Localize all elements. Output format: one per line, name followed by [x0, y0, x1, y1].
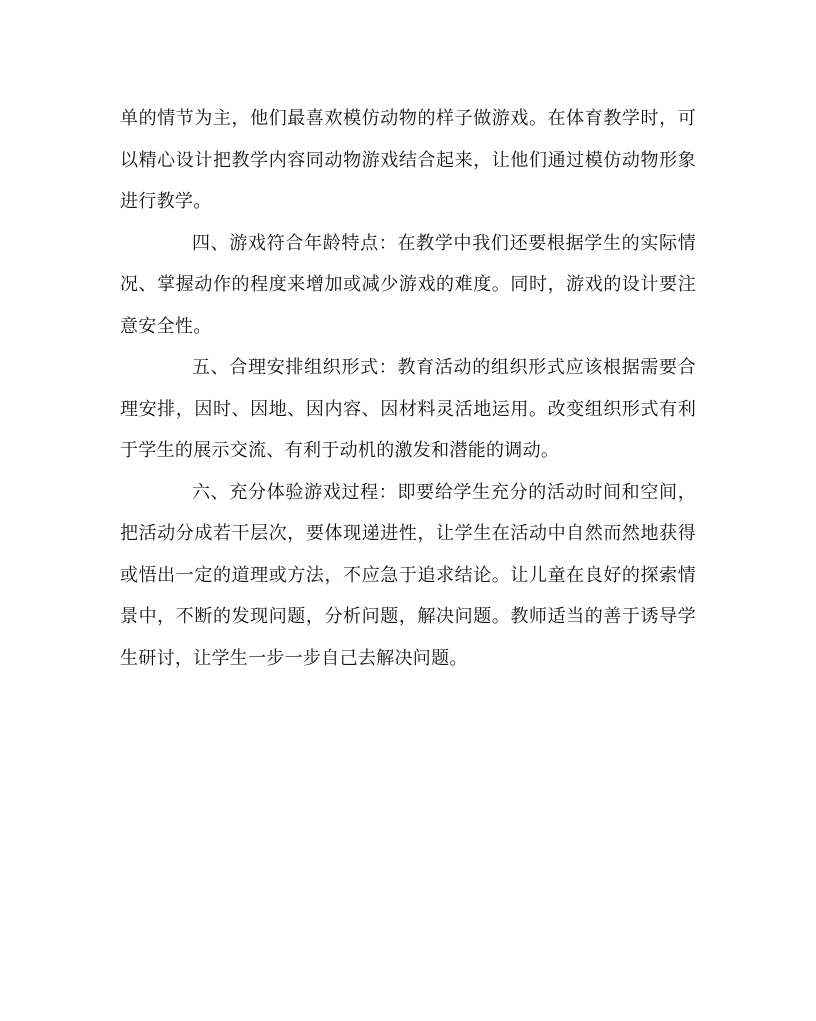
paragraph-4: 六、充分体验游戏过程：即要给学生充分的活动时间和空间，把活动分成若干层次，要体现递进性，让学生在活动中自然而然地获得或悟出一定的道理或方法，不应急于追求结论。让儿童在良好的探索情景中，不断的发现问题，分析问题，解决问题。教师适当的善于诱导学生研讨，让学生一步一步自己去解决问题。 [120, 481, 696, 669]
paragraph-1: 单的情节为主，他们最喜欢模仿动物的样子做游戏。在体育教学时，可以精心设计把教学内容同动物游戏结合起来，让他们通过模仿动物形象进行教学。 [120, 108, 696, 212]
document-body [120, 98, 696, 679]
paragraph-3: 五、合理安排组织形式：教育活动的组织形式应该根据需要合理安排，因时、因地、因内容、因材料灵活地运用。改变组织形式有利于学生的展示交流、有利于动机的激发和潜能的调动。 [120, 357, 696, 461]
paragraph-2: 四、游戏符合年龄特点：在教学中我们还要根据学生的实际情况、掌握动作的程度来增加或减少游戏的难度。同时，游戏的设计要注意安全性。 [120, 232, 696, 337]
